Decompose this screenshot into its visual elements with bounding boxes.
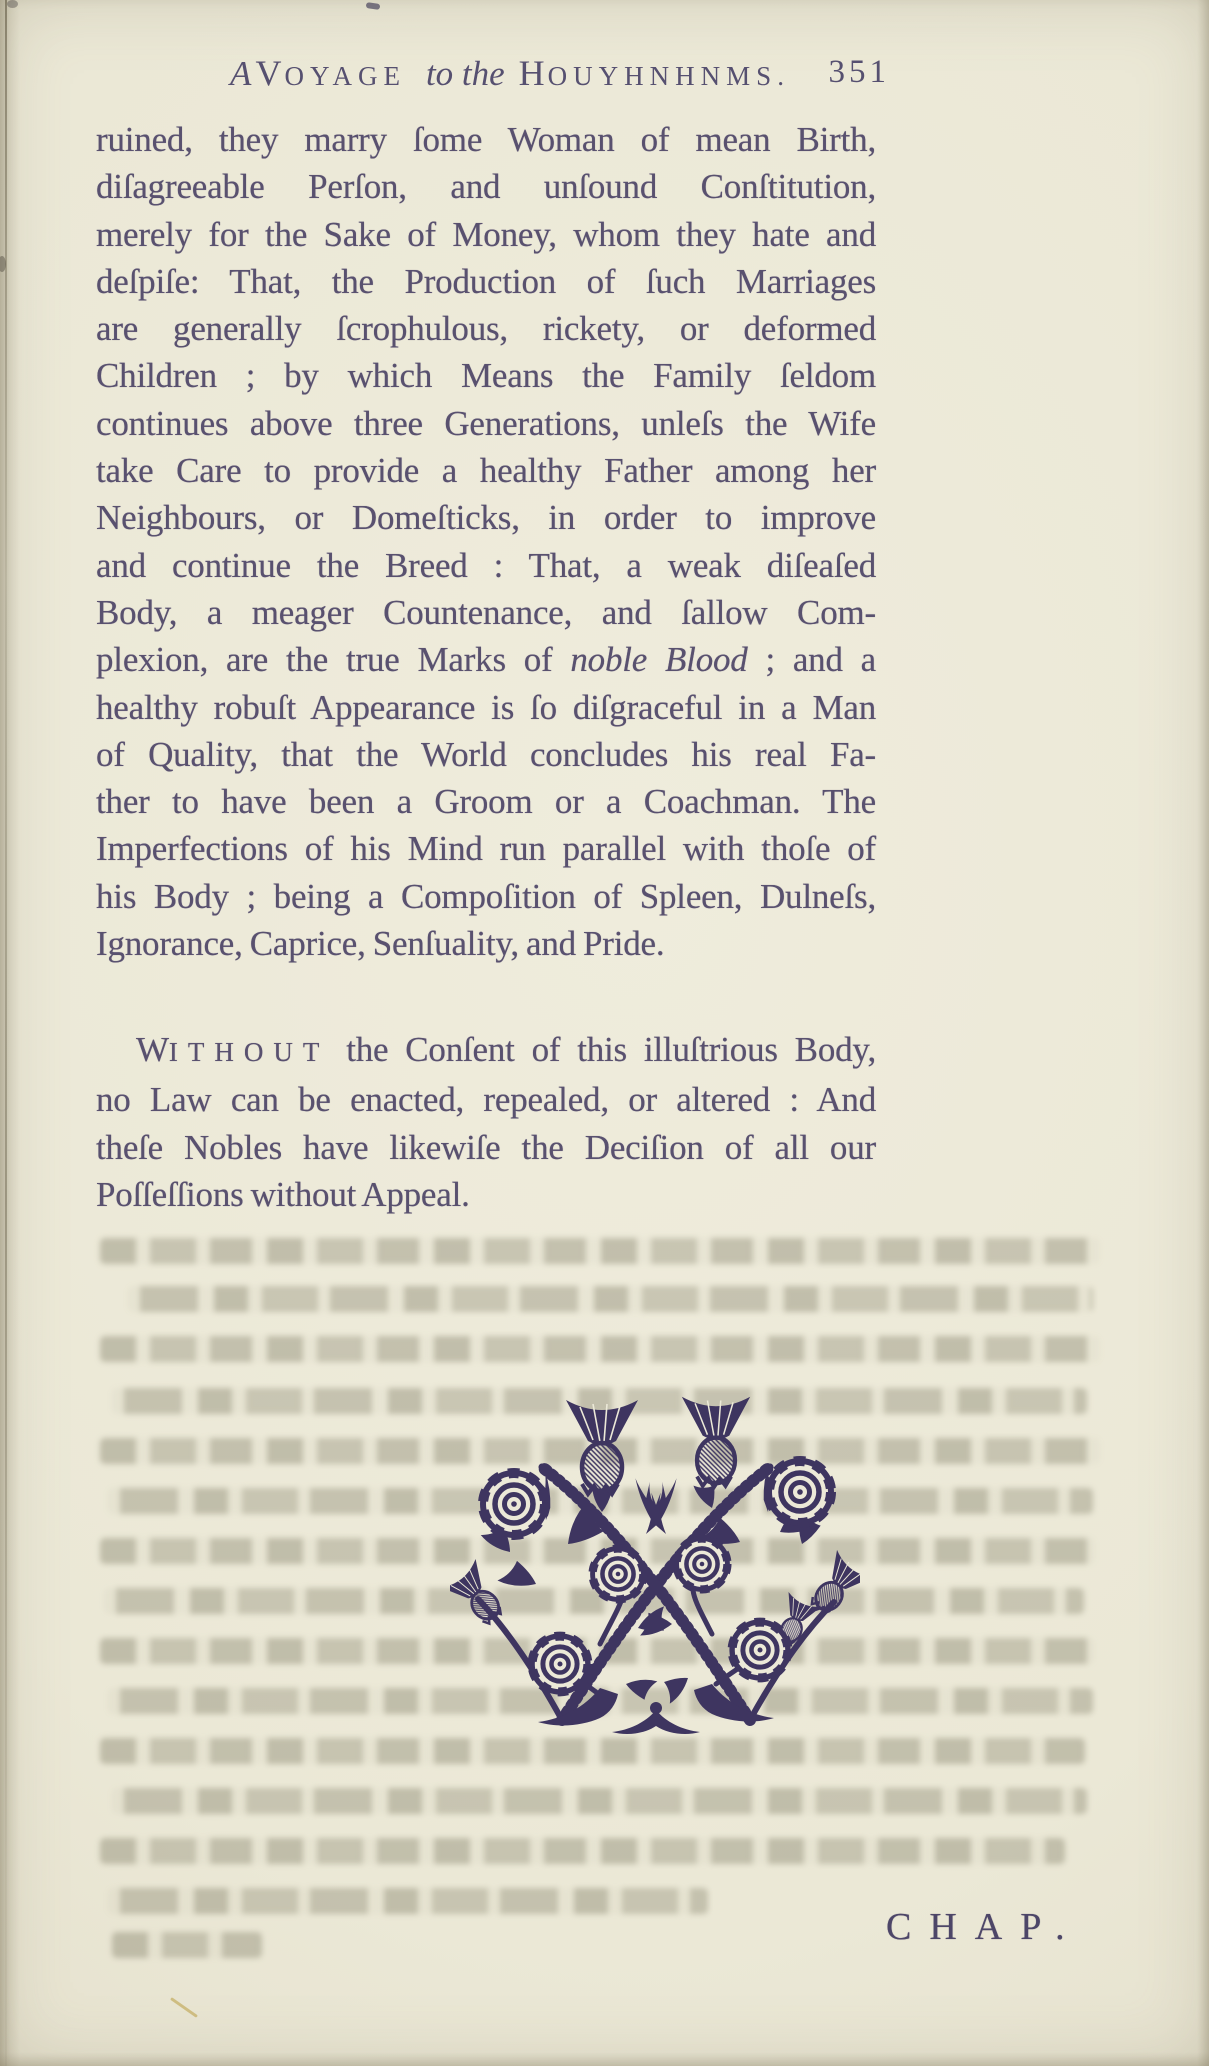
catchword: CHAP. xyxy=(886,1906,1083,1948)
bleed-through-line xyxy=(112,1932,262,1958)
text-line xyxy=(96,447,876,494)
text-line xyxy=(96,873,876,920)
text-line xyxy=(96,352,876,399)
text-run: no Law can be enacted, repealed, or altered : And xyxy=(96,1080,876,1120)
rose-and-thistle-ornament-icon xyxy=(450,1392,860,1737)
text-run: Children ; by which Means the Family ſeldom xyxy=(96,356,876,396)
text-run: take Care to provide a healthy Father among her xyxy=(96,451,876,491)
header-voyage-initial: V xyxy=(255,53,285,93)
text-run: of Quality, that the World concludes his real Fa- xyxy=(96,734,876,774)
text-line xyxy=(96,1171,876,1218)
bleed-through-line xyxy=(100,1738,1085,1764)
text-line xyxy=(96,636,876,683)
text-run: diſagreeable Perſon, and unſound Conſtitution, xyxy=(96,167,876,207)
bleed-through-line xyxy=(128,1286,1093,1312)
text-line xyxy=(96,163,876,210)
bleed-through-line xyxy=(108,1888,708,1914)
text-run: Imperfections of his Mind run parallel with thoſe of xyxy=(96,829,876,869)
bleed-through-line xyxy=(112,1788,1087,1814)
text-run: the Conſent of this illuſtrious Body, xyxy=(329,1030,876,1069)
paragraph xyxy=(96,116,876,967)
text-line xyxy=(96,211,876,258)
page-edge-shadow-right xyxy=(1197,0,1209,2066)
text-run: theſe Nobles have likewiſe the Deciſion of all our xyxy=(96,1127,876,1167)
header-voyage-rest: OYAGE xyxy=(284,61,406,91)
text-line xyxy=(96,1076,876,1123)
text-run: ITHOUT xyxy=(168,1037,330,1067)
running-header xyxy=(96,52,890,98)
page-edge-crease xyxy=(5,0,7,2066)
text-run: deſpiſe: That, the Production of ſuch Marriages xyxy=(96,261,876,301)
text-run: Ignorance, Caprice, Senſuality, and Pride. xyxy=(96,924,665,964)
text-line xyxy=(96,305,876,352)
text-run: are generally ſcrophulous, rickety, or deformed xyxy=(96,309,876,349)
header-connector: to the xyxy=(425,54,505,93)
text-run: Poſſeſſions without Appeal. xyxy=(96,1174,470,1214)
page-edge-shadow-left xyxy=(0,0,20,2066)
header-houyhnhnms-initial: H xyxy=(518,53,548,93)
text-line xyxy=(96,542,876,589)
text-line xyxy=(96,778,876,825)
italic-phrase: noble Blood xyxy=(570,640,748,680)
running-header-title xyxy=(230,52,790,94)
text-line xyxy=(96,400,876,447)
ink-speck xyxy=(0,256,6,272)
bleed-through-line xyxy=(100,1336,1100,1362)
text-line xyxy=(96,684,876,731)
text-run: Neighbours, or Domeſticks, in order to improve xyxy=(96,498,876,538)
paragraph xyxy=(96,1026,876,1218)
text-line xyxy=(96,116,876,163)
text-line xyxy=(96,494,876,541)
text-run: his Body ; being a Compoſition of Spleen, Dulneſs, xyxy=(96,876,876,916)
text-run: plexion, are the true Marks of xyxy=(96,640,571,680)
text-run: healthy robuſt Appearance is ſo diſgraceful in a Man xyxy=(96,687,876,727)
paper-fiber xyxy=(170,1997,198,2018)
text-run: ther to have been a Groom or a Coachman. The xyxy=(96,782,876,822)
text-line xyxy=(96,1026,876,1076)
text-line xyxy=(96,731,876,778)
text-line xyxy=(96,589,876,636)
page-number: 351 xyxy=(828,54,890,90)
header-houyhnhnms-rest: OUYHNHNMS. xyxy=(547,61,790,91)
text-run: merely for the Sake of Money, whom they hate and xyxy=(96,214,876,254)
text-run: ; and a xyxy=(747,640,876,680)
text-run: continues above three Generations, unleſs the Wife xyxy=(96,403,876,443)
text-line xyxy=(96,1124,876,1171)
text-run: W xyxy=(136,1030,169,1069)
text-line xyxy=(96,920,876,967)
text-line xyxy=(96,258,876,305)
text-run: and continue the Breed : That, a weak diſeaſed xyxy=(96,545,876,585)
text-run: Body, a meager Countenance, and ſallow Com- xyxy=(96,592,876,632)
ink-speck xyxy=(366,2,381,10)
header-article: A xyxy=(230,54,252,93)
ink-speck xyxy=(7,0,18,8)
text-run: ruined, they marry ſome Woman of mean Birth, xyxy=(96,120,876,159)
bleed-through-line xyxy=(100,1238,1100,1264)
page-edge-shadow-bottom xyxy=(0,2052,1209,2066)
text-line xyxy=(96,825,876,872)
bleed-through-line xyxy=(100,1838,1065,1864)
